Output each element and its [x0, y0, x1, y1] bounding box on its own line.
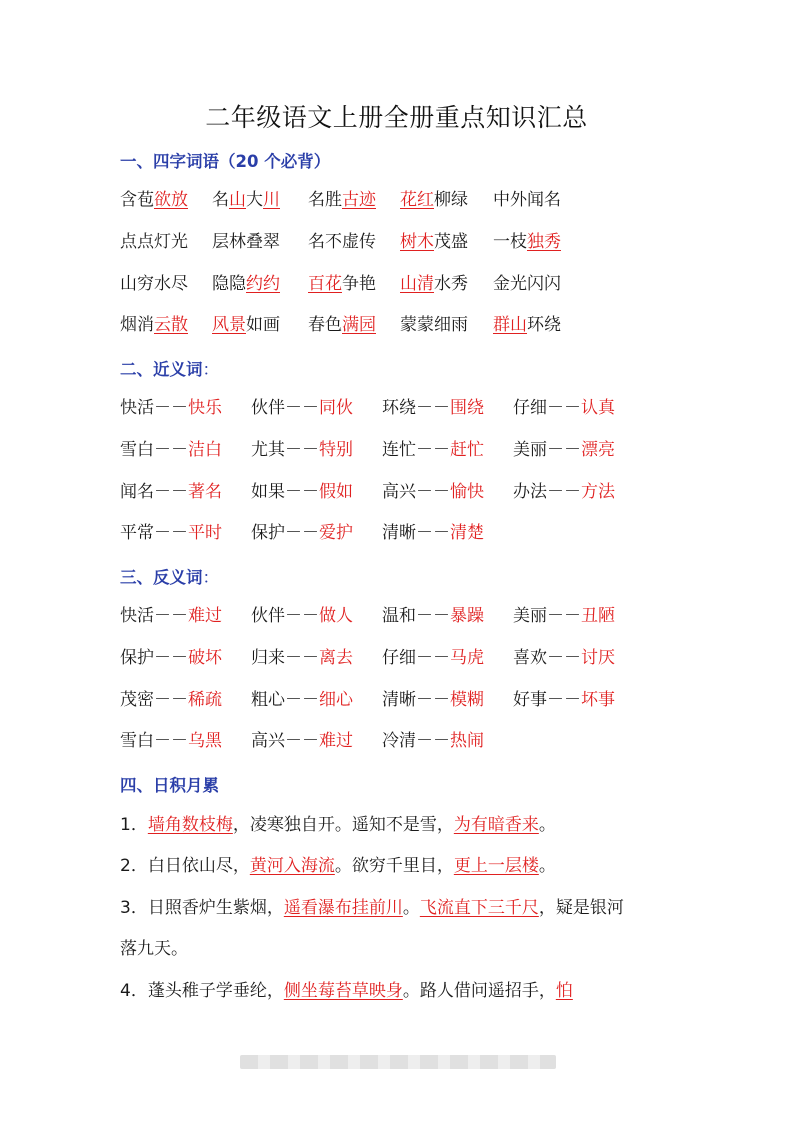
antonym-answer: 乌黑 — [188, 731, 222, 751]
synonym-answer: 同伙 — [319, 398, 353, 418]
section-heading-daily-accumulation: 四、日积月累 — [120, 776, 219, 795]
idiom-plain: 一枝 — [493, 232, 527, 252]
dash: －－ — [285, 648, 319, 668]
idiom-plain: 水秀 — [434, 274, 468, 294]
synonym-pair — [251, 481, 353, 503]
antonym-pair — [251, 730, 353, 752]
dash: －－ — [547, 482, 581, 502]
antonym-pair — [513, 689, 615, 711]
synonym-pair — [513, 397, 615, 419]
idiom-highlight: 川 — [263, 190, 280, 210]
antonym-pair — [120, 605, 222, 627]
dash: －－ — [285, 398, 319, 418]
poem-2: 2．白日依山尽，黄河入海流。欲穷千里目，更上一层楼。 — [120, 856, 556, 876]
antonym-pair — [513, 605, 615, 627]
antonym-answer: 马虎 — [450, 648, 484, 668]
idiom-plain: 隐隐 — [212, 274, 246, 294]
idiom-plain: 烟消 — [120, 315, 154, 335]
synonym-pair — [120, 522, 222, 544]
word: 连忙 — [382, 440, 416, 460]
dash: －－ — [547, 398, 581, 418]
section-heading-synonyms: 二、近义词： — [120, 360, 219, 379]
word: 伙伴 — [251, 398, 285, 418]
antonym-answer: 难过 — [188, 606, 222, 626]
synonym-answer: 快乐 — [188, 398, 222, 418]
word: 尤其 — [251, 440, 285, 460]
idiom-plain: 点点灯光 — [120, 232, 188, 252]
dash: －－ — [154, 606, 188, 626]
antonym-answer: 稀疏 — [188, 690, 222, 710]
idiom-highlight: 风景 — [212, 315, 246, 335]
synonym-answer: 清楚 — [450, 523, 484, 543]
idiom-item — [212, 189, 280, 211]
synonym-answer: 围绕 — [450, 398, 484, 418]
synonym-answer: 洁白 — [188, 440, 222, 460]
idiom-highlight: 群山 — [493, 315, 527, 335]
antonym-pair — [382, 689, 484, 711]
section-heading-antonyms: 三、反义词： — [120, 568, 219, 587]
antonym-pair — [382, 647, 484, 669]
word: 粗心 — [251, 690, 285, 710]
word: 喜欢 — [513, 648, 547, 668]
word: 温和 — [382, 606, 416, 626]
synonym-answer: 赶忙 — [450, 440, 484, 460]
synonym-pair — [120, 439, 222, 461]
dash: －－ — [154, 731, 188, 751]
dash: －－ — [285, 606, 319, 626]
synonym-answer: 漂亮 — [581, 440, 615, 460]
antonym-answer: 做人 — [319, 606, 353, 626]
dash: －－ — [154, 690, 188, 710]
antonym-pair — [120, 689, 222, 711]
antonym-pair — [382, 730, 484, 752]
blurred-footer-watermark — [240, 1055, 556, 1069]
idiom-item — [212, 314, 280, 336]
idiom-plain: 蒙蒙细雨 — [400, 315, 468, 335]
word: 好事 — [513, 690, 547, 710]
word: 美丽 — [513, 606, 547, 626]
poem-4: 4．蓬头稚子学垂纶，侧坐莓苔草映身。路人借问遥招手，怕 — [120, 981, 573, 1001]
idiom-item — [493, 314, 561, 336]
dash: －－ — [547, 648, 581, 668]
antonym-answer: 细心 — [319, 690, 353, 710]
dash: －－ — [416, 440, 450, 460]
idiom-highlight: 花红 — [400, 190, 434, 210]
idiom-plain: 含苞 — [120, 190, 154, 210]
antonym-answer: 丑陋 — [581, 606, 615, 626]
dash: －－ — [416, 731, 450, 751]
word: 办法 — [513, 482, 547, 502]
idiom-highlight: 满园 — [342, 315, 376, 335]
dash: －－ — [416, 690, 450, 710]
idiom-item — [400, 273, 468, 295]
idiom-item — [212, 273, 280, 295]
synonym-pair — [120, 481, 222, 503]
idiom-item — [120, 231, 188, 253]
synonym-answer: 方法 — [581, 482, 615, 502]
idiom-plain: 金光闪闪 — [493, 274, 561, 294]
idiom-plain: 山穷水尽 — [120, 274, 188, 294]
dash: －－ — [154, 398, 188, 418]
word: 保护 — [251, 523, 285, 543]
synonym-pair — [251, 522, 353, 544]
section-heading-idioms: 一、四字词语（20 个必背） — [120, 152, 331, 171]
dash: －－ — [285, 523, 319, 543]
idiom-plain: 大 — [246, 190, 263, 210]
synonym-pair — [382, 397, 484, 419]
antonym-answer: 离去 — [319, 648, 353, 668]
idiom-item — [308, 231, 376, 253]
idiom-highlight: 欲放 — [154, 190, 188, 210]
dash: －－ — [285, 690, 319, 710]
word: 清晰 — [382, 690, 416, 710]
idiom-plain: 环绕 — [527, 315, 561, 335]
idiom-item — [120, 314, 188, 336]
idiom-plain: 茂盛 — [434, 232, 468, 252]
idiom-plain: 柳绿 — [434, 190, 468, 210]
antonym-answer: 破坏 — [188, 648, 222, 668]
word: 环绕 — [382, 398, 416, 418]
word: 保护 — [120, 648, 154, 668]
word: 快活 — [120, 606, 154, 626]
antonym-pair — [120, 730, 222, 752]
idiom-item — [308, 273, 376, 295]
dash: －－ — [416, 523, 450, 543]
dash: －－ — [154, 523, 188, 543]
dash: －－ — [154, 440, 188, 460]
antonym-pair — [251, 689, 353, 711]
word: 高兴 — [251, 731, 285, 751]
idiom-highlight: 百花 — [308, 274, 342, 294]
synonym-pair — [382, 522, 484, 544]
dash: －－ — [416, 482, 450, 502]
word: 美丽 — [513, 440, 547, 460]
dash: －－ — [547, 606, 581, 626]
idiom-plain: 春色 — [308, 315, 342, 335]
antonym-pair — [251, 605, 353, 627]
word: 平常 — [120, 523, 154, 543]
word: 闻名 — [120, 482, 154, 502]
word: 高兴 — [382, 482, 416, 502]
dash: －－ — [547, 440, 581, 460]
poem-1: 1．墙角数枝梅，凌寒独自开。遥知不是雪，为有暗香来。 — [120, 815, 556, 835]
word: 仔细 — [382, 648, 416, 668]
idiom-plain: 名不虚传 — [308, 232, 376, 252]
idiom-highlight: 古迹 — [342, 190, 376, 210]
antonym-pair — [382, 605, 484, 627]
synonym-pair — [382, 439, 484, 461]
idiom-item — [400, 314, 468, 336]
idiom-item — [120, 273, 188, 295]
idiom-highlight: 云散 — [154, 315, 188, 335]
word: 雪白 — [120, 440, 154, 460]
synonym-answer: 爱护 — [319, 523, 353, 543]
dash: －－ — [547, 690, 581, 710]
idiom-highlight: 树木 — [400, 232, 434, 252]
idiom-item — [493, 231, 561, 253]
idiom-item — [212, 231, 280, 253]
idiom-item — [308, 189, 376, 211]
word: 冷清 — [382, 731, 416, 751]
antonym-pair — [120, 647, 222, 669]
synonym-pair — [120, 397, 222, 419]
page-title: 二年级语文上册全册重点知识汇总 — [205, 103, 588, 132]
word: 归来 — [251, 648, 285, 668]
idiom-highlight: 独秀 — [527, 232, 561, 252]
idiom-highlight: 山 — [229, 190, 246, 210]
antonym-answer: 暴躁 — [450, 606, 484, 626]
word: 清晰 — [382, 523, 416, 543]
poem-3: 3．日照香炉生紫烟，遥看瀑布挂前川。飞流直下三千尺，疑是银河 — [120, 898, 624, 918]
idiom-plain: 层林叠翠 — [212, 232, 280, 252]
synonym-pair — [251, 397, 353, 419]
idiom-plain: 名 — [212, 190, 229, 210]
antonym-answer: 热闹 — [450, 731, 484, 751]
idiom-item — [400, 189, 468, 211]
idiom-plain: 如画 — [246, 315, 280, 335]
antonym-pair — [513, 647, 615, 669]
word: 快活 — [120, 398, 154, 418]
antonym-answer: 讨厌 — [581, 648, 615, 668]
synonym-pair — [513, 439, 615, 461]
synonym-pair — [513, 481, 615, 503]
synonym-pair — [382, 481, 484, 503]
word: 如果 — [251, 482, 285, 502]
idiom-highlight: 山清 — [400, 274, 434, 294]
idiom-plain: 中外闻名 — [493, 190, 561, 210]
dash: －－ — [416, 606, 450, 626]
dash: －－ — [285, 731, 319, 751]
synonym-answer: 著名 — [188, 482, 222, 502]
dash: －－ — [154, 648, 188, 668]
dash: －－ — [416, 398, 450, 418]
synonym-answer: 特别 — [319, 440, 353, 460]
synonym-answer: 愉快 — [450, 482, 484, 502]
idiom-highlight: 约约 — [246, 274, 280, 294]
dash: －－ — [285, 440, 319, 460]
dash: －－ — [154, 482, 188, 502]
synonym-answer: 认真 — [581, 398, 615, 418]
antonym-answer: 难过 — [319, 731, 353, 751]
antonym-answer: 坏事 — [581, 690, 615, 710]
poem-3-continued: 落九天。 — [120, 939, 188, 959]
idiom-item — [120, 189, 188, 211]
word: 仔细 — [513, 398, 547, 418]
idiom-plain: 名胜 — [308, 190, 342, 210]
dash: －－ — [416, 648, 450, 668]
word: 伙伴 — [251, 606, 285, 626]
antonym-pair — [251, 647, 353, 669]
idiom-item — [400, 231, 468, 253]
word: 茂密 — [120, 690, 154, 710]
synonym-pair — [251, 439, 353, 461]
word: 雪白 — [120, 731, 154, 751]
idiom-plain: 争艳 — [342, 274, 376, 294]
idiom-item — [308, 314, 376, 336]
synonym-answer: 平时 — [188, 523, 222, 543]
dash: －－ — [285, 482, 319, 502]
antonym-answer: 模糊 — [450, 690, 484, 710]
idiom-item — [493, 273, 561, 295]
idiom-item — [493, 189, 561, 211]
synonym-answer: 假如 — [319, 482, 353, 502]
